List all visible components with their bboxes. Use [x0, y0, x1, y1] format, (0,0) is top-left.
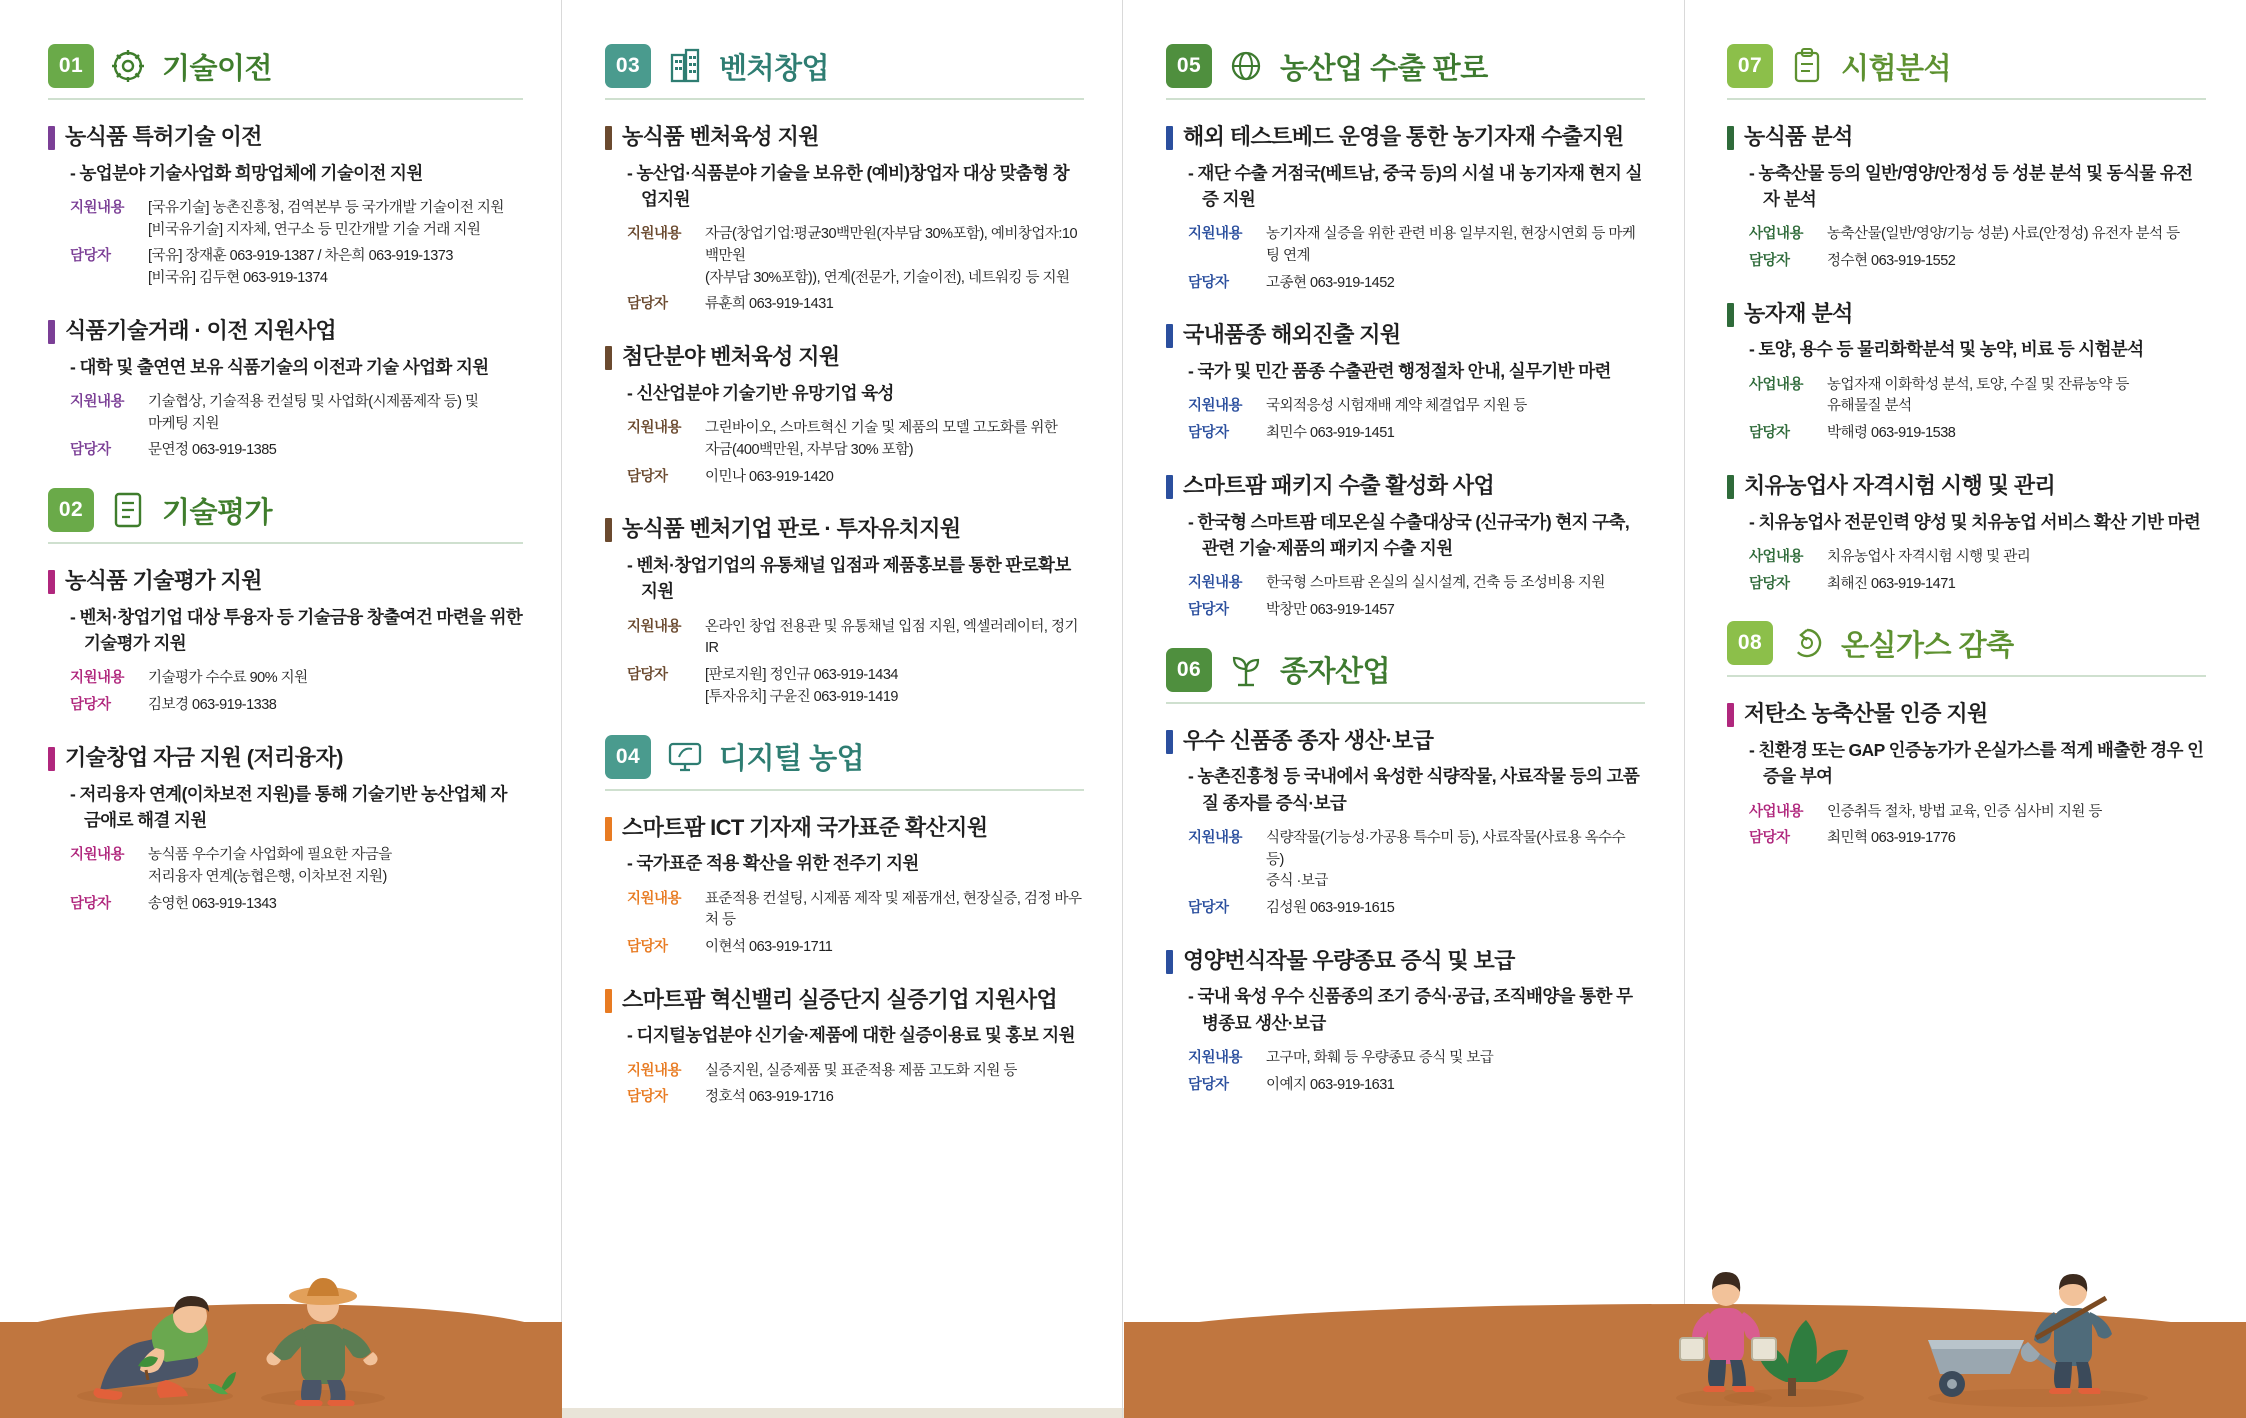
title-bar [48, 747, 55, 771]
program-title: 국내품종 해외진출 지원 [1183, 322, 1401, 348]
program-title-row [1166, 471, 1645, 501]
section-05 [1166, 44, 1645, 622]
program-item [1727, 299, 2206, 445]
program-description: - 국가표준 적용 확산을 위한 전주기 지원 [627, 853, 919, 874]
program-description: - 농촌진흥청 등 국내에서 육성한 식량작물, 사료작물 등의 고품질 종자를 증식·보급 [1188, 766, 1640, 813]
program-item [1166, 122, 1645, 294]
program-contact-row [1188, 423, 1645, 445]
program-description: - 벤처·창업기업 대상 투융자 등 기술금융 창출여건 마련을 위한 기술평가 지원 [70, 606, 523, 654]
detail-value [1827, 802, 2206, 824]
detail-value [705, 617, 1084, 661]
title-bar [48, 570, 55, 594]
section-divider [1727, 98, 2206, 100]
program-title: 기술창업 자금 지원 (저리융자) [65, 744, 343, 770]
section-07 [1727, 44, 2206, 595]
building-icon [665, 46, 705, 86]
contact-line: 박해령 063-919-1538 [1827, 425, 1956, 442]
program-title: 첨단분야 벤처육성 지원 [622, 344, 840, 370]
contact-line: [비국유] 김두현 063-919-1374 [148, 270, 328, 287]
program-title-row [1727, 471, 2206, 501]
title-bar [1166, 324, 1173, 348]
program-title: 우수 신품종 종자 생산·보급 [1183, 727, 1434, 753]
detail-value [1266, 396, 1645, 418]
program-item [48, 122, 523, 290]
program-item [605, 985, 1084, 1109]
panel-column-4 [1683, 0, 2244, 1418]
contact-label: 담당자 [1188, 601, 1229, 618]
program-title-row [1166, 726, 1645, 756]
detail-line: 농기자재 실증을 위한 관련 비용 일부지원, 현장시연회 등 마케팅 연계 [1266, 226, 1636, 264]
program-title-row [1727, 122, 2206, 152]
program-description: - 국가 및 민간 품종 수출관련 행정절차 안내, 실무기반 마련 [1188, 361, 1611, 382]
contact-label: 담당자 [1188, 1076, 1229, 1093]
contact-value [148, 695, 523, 717]
contact-label: 담당자 [1749, 575, 1790, 592]
program-detail-row [1749, 224, 2206, 246]
contact-line: [판로지원] 정인규 063-919-1434 [705, 667, 898, 684]
section-title: 기술평가 [162, 496, 273, 529]
title-bar [1727, 475, 1734, 499]
title-bar [1727, 303, 1734, 327]
section-title: 종자산업 [1280, 656, 1391, 689]
program-item [1166, 320, 1645, 444]
title-bar [1727, 703, 1734, 727]
section-divider [48, 98, 523, 100]
program-detail-row [1749, 375, 2206, 419]
contact-value [1827, 423, 2206, 445]
section-03 [605, 44, 1084, 709]
program-contact-row [1188, 273, 1645, 295]
program-detail-row [627, 1061, 1084, 1083]
contact-line: 정수현 063-919-1552 [1827, 252, 1956, 269]
contact-value [1266, 1075, 1645, 1097]
detail-label: 지원내용 [1188, 575, 1243, 592]
title-bar [1727, 126, 1734, 150]
program-detail-row [627, 617, 1084, 661]
contact-value [705, 665, 1084, 709]
program-detail-row [1188, 396, 1645, 418]
contact-line: 이민나 063-919-1420 [705, 468, 834, 485]
contact-value [705, 294, 1084, 316]
program-detail-row [70, 198, 523, 242]
section-header [48, 488, 523, 532]
detail-line: 치유농업사 자격시험 시행 및 관리 [1827, 548, 2031, 565]
program-title-row [605, 514, 1084, 544]
detail-label: 지원내용 [1188, 398, 1243, 415]
title-bar [1166, 950, 1173, 974]
program-contact-row [627, 1087, 1084, 1109]
contact-value [705, 1087, 1084, 1109]
sprout-icon [1226, 650, 1266, 690]
program-item [48, 316, 523, 462]
detail-line: 농축산물(일반/영양/기능 성분) 사료(안정성) 유전자 분석 등 [1827, 226, 2180, 243]
program-detail-row [1749, 547, 2206, 569]
program-contact-row [1749, 828, 2206, 850]
detail-line: 국외적응성 시험재배 계약 체결업무 지원 등 [1266, 398, 1527, 415]
contact-line: 류훈희 063-919-1431 [705, 296, 834, 313]
detail-value [705, 224, 1084, 289]
detail-value [1266, 1048, 1645, 1070]
detail-value [705, 889, 1084, 933]
title-bar [48, 320, 55, 344]
section-title: 기술이전 [162, 52, 273, 85]
program-item [48, 566, 523, 717]
program-item [1166, 726, 1645, 920]
contact-line: 문연정 063-919-1385 [148, 442, 277, 459]
detail-label: 사업내용 [1749, 803, 1804, 820]
program-description: - 친환경 또는 GAP 인증농가가 온실가스를 적게 배출한 경우 인증을 부여 [1749, 740, 2204, 787]
program-contact-row [70, 440, 523, 462]
gear-icon [108, 46, 148, 86]
contact-value [148, 894, 523, 916]
detail-line: 농식품 우수기술 사업화에 필요한 자금을 [148, 847, 392, 863]
section-number: 08 [1727, 621, 1773, 665]
program-item [605, 122, 1084, 316]
detail-label: 지원내용 [70, 847, 125, 863]
program-description: - 대학 및 출연연 보유 식품기술의 이전과 기술 사업화 지원 [70, 356, 489, 377]
program-contact-row [1749, 423, 2206, 445]
program-title-row [605, 985, 1084, 1015]
program-title-row [48, 566, 523, 596]
detail-line: 실증지원, 실증제품 및 표준적용 제품 고도화 지원 등 [705, 1062, 1017, 1079]
detail-value [148, 668, 523, 690]
contact-label: 담당자 [70, 895, 111, 912]
contact-line: 이예지 063-919-1631 [1266, 1076, 1395, 1093]
contact-label: 담당자 [70, 442, 111, 459]
section-title: 벤처창업 [719, 52, 830, 85]
program-detail-row [70, 392, 523, 436]
contact-label: 담당자 [1188, 274, 1229, 291]
title-bar [605, 346, 612, 370]
contact-value [705, 937, 1084, 959]
program-item [605, 342, 1084, 488]
program-item [605, 813, 1084, 959]
section-04 [605, 735, 1084, 1110]
title-bar [605, 989, 612, 1013]
program-item [1727, 699, 2206, 850]
program-contact-row [627, 467, 1084, 489]
contact-label: 담당자 [627, 296, 668, 313]
detail-label: 지원내용 [627, 1062, 682, 1079]
program-title: 농식품 벤처기업 판로 · 투자유치지원 [622, 516, 961, 542]
document-icon [108, 490, 148, 530]
contact-line: [국유] 장재훈 063-919-1387 / 차은희 063-919-1373 [148, 248, 453, 265]
program-description: - 토양, 용수 등 물리화학분석 및 농약, 비료 등 시험분석 [1749, 339, 2144, 360]
program-description: - 농산업·식품분야 기술을 보유한 (예비)창업자 대상 맞춤형 창업지원 [627, 162, 1070, 209]
program-item [1166, 946, 1645, 1097]
section-number: 05 [1166, 44, 1212, 88]
detail-value [705, 1061, 1084, 1083]
program-item [1166, 471, 1645, 622]
section-number: 06 [1166, 648, 1212, 692]
program-title-row [1166, 946, 1645, 976]
detail-line: 고구마, 화훼 등 우량종묘 증식 및 보급 [1266, 1049, 1494, 1066]
section-title: 디지털 농업 [719, 743, 865, 776]
program-title-row [605, 342, 1084, 372]
detail-line: 기술협상, 기술적용 컨설팅 및 사업화(시제품제작 등) 및 [148, 393, 479, 410]
program-detail-row [1188, 1048, 1645, 1070]
section-header [1727, 621, 2206, 665]
section-number: 02 [48, 488, 94, 532]
title-bar [48, 126, 55, 150]
contact-line: 김보경 063-919-1338 [148, 697, 277, 714]
contact-line: 고종현 063-919-1452 [1266, 274, 1395, 291]
contact-line: 정호석 063-919-1716 [705, 1089, 834, 1106]
program-description: - 디지털농업분야 신기술·제품에 대한 실증이용료 및 홍보 지원 [627, 1025, 1075, 1046]
detail-line: 그린바이오, 스마트혁신 기술 및 제품의 모델 고도화를 위한 [705, 420, 1058, 437]
detail-line: 온라인 창업 전용관 및 유통채널 입점 지원, 엑셀러레이터, 정기IR [705, 618, 1078, 657]
section-divider [1166, 702, 1645, 704]
program-contact-row [627, 665, 1084, 709]
program-contact-row [70, 695, 523, 717]
contact-line: 최민수 063-919-1451 [1266, 425, 1395, 442]
detail-label: 지원내용 [627, 226, 682, 243]
section-number: 03 [605, 44, 651, 88]
contact-label: 담당자 [627, 468, 668, 485]
section-title: 시험분석 [1841, 52, 1952, 85]
contact-line: [투자유치] 구윤진 063-919-1419 [705, 688, 898, 705]
section-number: 07 [1727, 44, 1773, 88]
program-detail-row [1188, 828, 1645, 893]
detail-value [1827, 547, 2206, 569]
program-description: - 저리융자 연계(이차보전 지원)를 통해 기술기반 농산업체 자금애로 해결 지원 [70, 783, 507, 830]
program-contact-row [1188, 1075, 1645, 1097]
program-title-row [1166, 320, 1645, 350]
contact-label: 담당자 [1188, 900, 1229, 916]
contact-line: 최해진 063-919-1471 [1827, 575, 1956, 592]
detail-label: 지원내용 [1188, 1049, 1243, 1066]
program-description: - 신산업분야 기술기반 유망기업 육성 [627, 382, 894, 403]
contact-value [148, 246, 523, 290]
section-divider [605, 98, 1084, 100]
program-detail-row [70, 668, 523, 690]
contact-label: 담당자 [627, 1089, 668, 1106]
detail-label: 지원내용 [70, 199, 125, 216]
contact-value [1266, 600, 1645, 622]
contact-value [1266, 273, 1645, 295]
detail-value [1827, 224, 2206, 246]
contact-label: 담당자 [70, 697, 111, 714]
program-detail-row [627, 224, 1084, 289]
section-title: 농산업 수출 판로 [1280, 52, 1488, 85]
recycle-icon [1787, 623, 1827, 663]
detail-value [1266, 224, 1645, 268]
program-contact-row [70, 894, 523, 916]
detail-value [1266, 573, 1645, 595]
detail-label: 사업내용 [1749, 548, 1804, 565]
program-item [1727, 122, 2206, 273]
detail-line: [국유기술] 농촌진흥청, 검역본부 등 국가개발 기술이전 지원 [148, 199, 504, 216]
program-contact-row [1749, 574, 2206, 596]
detail-value [148, 392, 523, 436]
program-title: 농식품 기술평가 지원 [65, 568, 262, 594]
program-description: - 치유농업사 전문인력 양성 및 치유농업 서비스 확산 기반 마련 [1749, 511, 2201, 532]
program-title: 영양번식작물 우량종묘 증식 및 보급 [1183, 947, 1515, 973]
detail-value [705, 418, 1084, 462]
program-title: 농식품 특허기술 이전 [65, 124, 262, 149]
detail-label: 지원내용 [70, 670, 125, 687]
program-title-row [605, 122, 1084, 152]
detail-line: [비국유기술] 지자체, 연구소 등 민간개발 기술 거래 지원 [148, 221, 481, 238]
program-contact-row [1188, 600, 1645, 622]
section-02 [48, 488, 523, 915]
detail-value [1827, 375, 2206, 419]
program-description: - 한국형 스마트팜 데모온실 수출대상국 (신규국가) 현지 구축, 관련 기술·제품의 패키지 수출 지원 [1188, 511, 1630, 558]
contact-value [1827, 828, 2206, 850]
program-title-row [48, 122, 523, 152]
program-title: 치유농업사 자격시험 시행 및 관리 [1744, 472, 2056, 498]
section-title: 온실가스 감축 [1841, 629, 2014, 662]
program-title: 농식품 분석 [1744, 124, 1853, 149]
detail-label: 지원내용 [627, 618, 682, 635]
detail-line: 자금(창업기업:평균30백만원(자부담 30%포함), 예비창업자:10백만원 [705, 226, 1078, 264]
section-divider [48, 542, 523, 544]
program-description: - 재단 수출 거점국(베트남, 중국 등)의 시설 내 농기자재 현지 실증 지원 [1188, 162, 1642, 209]
panel-column-3 [1122, 0, 1683, 1418]
panel-column-1 [0, 0, 561, 1418]
contact-value [705, 467, 1084, 489]
title-bar [605, 817, 612, 841]
program-title-row [48, 743, 523, 773]
section-number: 01 [48, 44, 94, 88]
section-header [1166, 44, 1645, 88]
program-title: 스마트팜 혁신밸리 실증단지 실증기업 지원사업 [622, 986, 1058, 1012]
program-contact-row [627, 294, 1084, 316]
detail-line: 표준적용 컨설팅, 시제품 제작 및 제품개선, 현장실증, 검정 바우처 등 [705, 890, 1082, 929]
section-header [1727, 44, 2206, 88]
section-number: 04 [605, 735, 651, 779]
title-bar [605, 518, 612, 542]
program-title: 스마트팜 ICT 기자재 국가표준 확산지원 [622, 814, 988, 840]
contact-label: 담당자 [627, 939, 668, 955]
detail-line: 저리융자 연계(농협은행, 이차보전 지원) [148, 868, 387, 885]
contact-value [1266, 898, 1645, 920]
program-title-row [1166, 122, 1645, 152]
program-title-row [605, 813, 1084, 843]
contact-value [1266, 423, 1645, 445]
detail-line: 기술평가 수수료 90% 지원 [148, 670, 308, 687]
contact-label: 담당자 [627, 667, 668, 684]
program-detail-row [70, 845, 523, 889]
program-title: 농식품 벤처육성 지원 [622, 124, 819, 149]
contact-label: 담당자 [1188, 425, 1229, 442]
program-contact-row [1749, 251, 2206, 273]
contact-value [1827, 251, 2206, 273]
program-detail-row [1749, 802, 2206, 824]
contact-line: 김성원 063-919-1615 [1266, 900, 1395, 916]
section-header [605, 735, 1084, 779]
section-divider [1727, 675, 2206, 677]
detail-label: 사업내용 [1749, 376, 1804, 393]
contact-label: 담당자 [1749, 425, 1790, 442]
program-item [48, 743, 523, 915]
program-detail-row [1188, 224, 1645, 268]
detail-line: 한국형 스마트팜 온실의 실시설계, 건축 등 조성비용 지원 [1266, 575, 1605, 592]
program-description: - 국내 육성 우수 신품종의 조기 증식·공급, 조직배양을 통한 무병종묘 생산·보급 [1188, 986, 1633, 1033]
detail-line: 농업자재 이화학성 분석, 토양, 수질 및 잔류농약 등 [1827, 376, 2129, 393]
section-header [1166, 648, 1645, 692]
detail-label: 지원내용 [1188, 226, 1243, 243]
detail-value [148, 198, 523, 242]
program-contact-row [627, 937, 1084, 959]
program-title-row [1727, 299, 2206, 329]
detail-label: 지원내용 [70, 393, 125, 410]
program-item [1727, 471, 2206, 595]
title-bar [1166, 730, 1173, 754]
detail-label: 지원내용 [1188, 829, 1243, 846]
contact-value [1827, 574, 2206, 596]
section-06 [1166, 648, 1645, 1097]
section-header [48, 44, 523, 88]
contact-value [148, 440, 523, 462]
program-detail-row [627, 889, 1084, 933]
title-bar [1166, 475, 1173, 499]
globe-icon [1226, 46, 1266, 86]
contact-line: 박창만 063-919-1457 [1266, 601, 1395, 618]
program-contact-row [70, 246, 523, 290]
detail-line: 유해물질 분석 [1827, 398, 1912, 415]
section-header [605, 44, 1084, 88]
detail-line: 식량작물(기능성·가공용 특수미 등), 사료작물(사료용 옥수수 등) [1266, 829, 1626, 868]
detail-line: 마케팅 지원 [148, 415, 220, 432]
program-title: 스마트팜 패키지 수출 활성화 사업 [1183, 472, 1495, 498]
section-01 [48, 44, 523, 462]
program-title: 농자재 분석 [1744, 300, 1853, 326]
panel-column-2 [561, 0, 1122, 1418]
section-08 [1727, 621, 2206, 850]
contact-label: 담당자 [1749, 830, 1790, 847]
program-item [605, 514, 1084, 708]
program-title-row [1727, 699, 2206, 729]
program-detail-row [1188, 573, 1645, 595]
contact-line: 송영헌 063-919-1343 [148, 895, 277, 912]
detail-line: 인증취득 절차, 방법 교육, 인증 심사비 지원 등 [1827, 803, 2102, 820]
contact-label: 담당자 [1749, 252, 1790, 269]
program-description: - 농업분야 기술사업화 희망업체에 기술이전 지원 [70, 162, 423, 183]
detail-value [148, 845, 523, 889]
detail-label: 지원내용 [627, 890, 682, 907]
detail-value [1266, 828, 1645, 893]
detail-label: 지원내용 [627, 420, 682, 437]
detail-line: 자금(400백만원, 자부담 30% 포함) [705, 441, 914, 458]
monitor-icon [665, 737, 705, 777]
clipboard-icon [1787, 46, 1827, 86]
title-bar [605, 126, 612, 150]
program-description: - 농축산물 등의 일반/영양/안정성 등 성분 분석 및 동식물 유전자 분석 [1749, 162, 2193, 209]
contact-label: 담당자 [70, 248, 111, 265]
detail-line: 증식 ·보급 [1266, 873, 1328, 890]
section-divider [1166, 98, 1645, 100]
contact-line: 최민혁 063-919-1776 [1827, 830, 1956, 847]
program-title: 저탄소 농축산물 인증 지원 [1744, 701, 1988, 727]
program-detail-row [627, 418, 1084, 462]
section-divider [605, 789, 1084, 791]
program-contact-row [1188, 898, 1645, 920]
contact-line: 이현석 063-919-1711 [705, 939, 833, 955]
program-title: 해외 테스트베드 운영을 통한 농기자재 수출지원 [1183, 124, 1624, 149]
program-title-row [48, 316, 523, 346]
program-title: 식품기술거래 · 이전 지원사업 [65, 317, 337, 343]
detail-line: (자부담 30%포함)), 연계(전문가, 기술이전), 네트워킹 등 지원 [705, 269, 1070, 286]
detail-label: 사업내용 [1749, 226, 1804, 243]
program-description: - 벤처·창업기업의 유통채널 입점과 제품홍보를 통한 판로확보 지원 [627, 555, 1071, 602]
title-bar [1166, 126, 1173, 150]
